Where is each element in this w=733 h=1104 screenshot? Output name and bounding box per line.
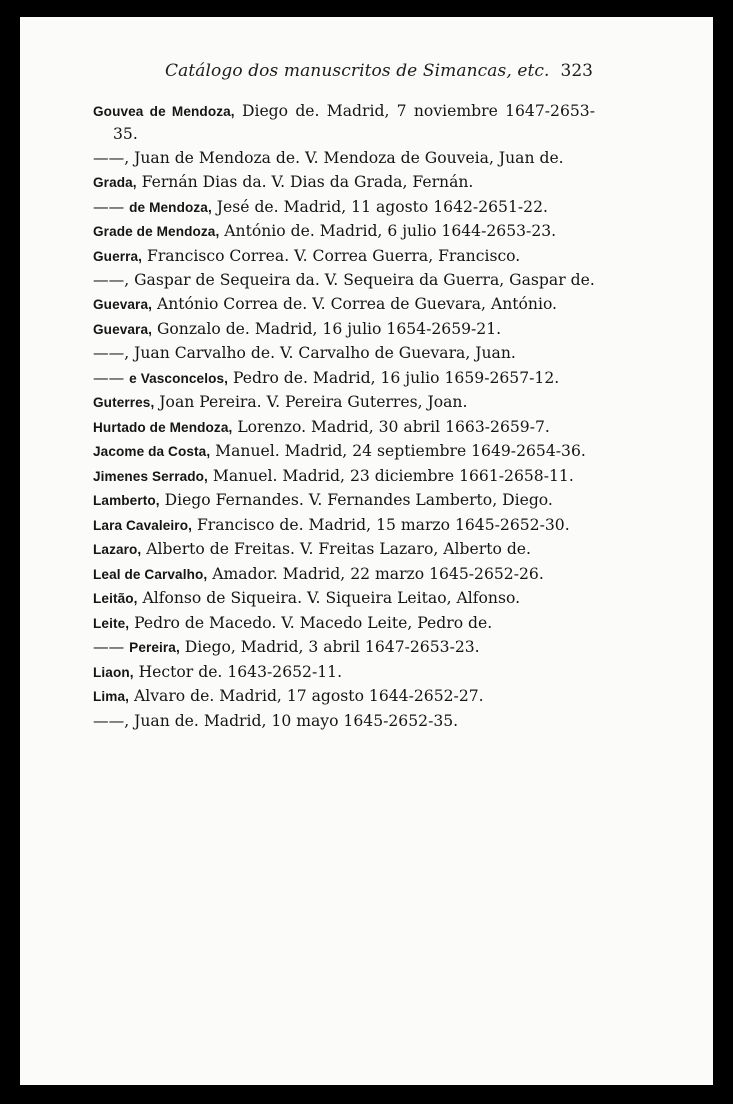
entry-heading: Jacome da Costa, bbox=[93, 444, 211, 460]
catalog-entry bbox=[93, 269, 595, 292]
entry-text: Francisco de. Madrid, 15 marzo 1645-2652-30. bbox=[191, 515, 570, 534]
entry-heading: Leitão, bbox=[93, 591, 138, 607]
entry-dash: —— bbox=[93, 368, 130, 387]
entry-text: Pedro de. Madrid, 16 julio 1659-2657-12. bbox=[228, 368, 560, 387]
entry-heading: Gouvea de Mendoza, bbox=[93, 104, 235, 119]
page-number: 323 bbox=[560, 61, 593, 81]
catalog-entry bbox=[93, 100, 595, 145]
catalog-entry bbox=[93, 220, 595, 243]
header-title: Catálogo dos manuscritos de Simancas, etc. bbox=[165, 61, 550, 81]
entry-text: Diego Fernandes. V. Fernandes Lamberto, Diego. bbox=[159, 491, 553, 510]
entry-heading: de Mendoza, bbox=[129, 199, 212, 215]
entry-heading: Jimenes Serrado, bbox=[93, 468, 208, 484]
entry-heading: Hurtado de Mendoza, bbox=[93, 419, 233, 435]
entry-text: , Juan de Mendoza de. V. Mendoza de Gouveia, Juan de. bbox=[124, 148, 564, 167]
catalog-entry bbox=[93, 196, 595, 219]
entry-heading: Guevara, bbox=[93, 297, 152, 313]
catalog-entry bbox=[93, 440, 595, 463]
entry-text: Alfonso de Siqueira. V. Siqueira Leitao, Alfonso. bbox=[137, 589, 521, 608]
entry-text: , Gaspar de Sequeira da. V. Sequeira da Guerra, Gaspar de. bbox=[124, 271, 595, 289]
entry-text: , Juan de. Madrid, 10 mayo 1645-2652-35. bbox=[124, 711, 459, 730]
catalog-entry bbox=[93, 514, 595, 537]
entry-dash: —— bbox=[93, 148, 125, 167]
catalog-entry bbox=[93, 391, 595, 414]
entry-heading: Lazaro, bbox=[93, 542, 142, 558]
catalog-entry bbox=[93, 538, 595, 561]
catalog-entry bbox=[93, 563, 595, 586]
entry-text: Lorenzo. Madrid, 30 abril 1663-2659-7. bbox=[232, 417, 550, 436]
entry-heading: Leite, bbox=[93, 615, 130, 631]
entry-heading: Pereira, bbox=[129, 640, 180, 656]
entry-heading: e Vasconcelos, bbox=[129, 370, 229, 386]
entry-text: Diego de. Madrid, 7 noviembre 1647-2653-35. bbox=[113, 102, 595, 144]
entry-heading: Guevara, bbox=[93, 321, 152, 337]
catalog-entry bbox=[93, 171, 595, 194]
entry-text: Pedro de Macedo. V. Macedo Leite, Pedro de. bbox=[129, 613, 493, 632]
entry-text: Gonzalo de. Madrid, 16 julio 1654-2659-21. bbox=[152, 319, 502, 338]
entry-dash: —— bbox=[93, 638, 130, 657]
entry-text: António de. Madrid, 6 julio 1644-2653-23. bbox=[219, 222, 557, 241]
entry-dash: —— bbox=[93, 344, 125, 363]
catalog-entry bbox=[93, 318, 595, 341]
page bbox=[20, 17, 713, 1085]
catalog-entry bbox=[93, 710, 595, 733]
entry-text: António Correa de. V. Correa de Guevara, António. bbox=[152, 295, 558, 314]
entry-heading: Liaon, bbox=[93, 664, 134, 680]
entry-text: Manuel. Madrid, 24 septiembre 1649-2654-36. bbox=[210, 442, 586, 461]
catalog-entry bbox=[93, 367, 595, 390]
catalog-entry bbox=[93, 489, 595, 512]
running-header bbox=[165, 61, 595, 91]
entry-text: Francisco Correa. V. Correa Guerra, Francisco. bbox=[142, 246, 521, 265]
entry-heading: Lamberto, bbox=[93, 493, 160, 509]
entry-heading: Guterres, bbox=[93, 395, 155, 411]
entry-text: Alberto de Freitas. V. Freitas Lazaro, Alberto de. bbox=[141, 540, 531, 559]
entry-dash: —— bbox=[93, 711, 125, 730]
catalog-entry bbox=[93, 685, 595, 708]
entry-heading: Lima, bbox=[93, 689, 130, 705]
catalog-entry-list bbox=[93, 100, 595, 734]
entry-heading: Lara Cavaleiro, bbox=[93, 517, 192, 533]
catalog-entry bbox=[93, 636, 595, 659]
catalog-entry bbox=[93, 465, 595, 488]
catalog-entry bbox=[93, 147, 595, 170]
entry-text: Manuel. Madrid, 23 diciembre 1661-2658-11. bbox=[207, 466, 574, 485]
entry-dash: —— bbox=[93, 271, 125, 289]
entry-text: Diego, Madrid, 3 abril 1647-2653-23. bbox=[179, 638, 480, 657]
entry-text: Jesé de. Madrid, 11 agosto 1642-2651-22. bbox=[211, 197, 548, 216]
catalog-entry bbox=[93, 245, 595, 268]
catalog-entry bbox=[93, 661, 595, 684]
entry-heading: Leal de Carvalho, bbox=[93, 566, 208, 582]
entry-heading: Grade de Mendoza, bbox=[93, 224, 220, 240]
entry-text: Amador. Madrid, 22 marzo 1645-2652-26. bbox=[207, 564, 544, 583]
catalog-entry bbox=[93, 587, 595, 610]
entry-dash: —— bbox=[93, 197, 130, 216]
entry-heading: Guerra, bbox=[93, 248, 143, 264]
entry-text: Joan Pereira. V. Pereira Guterres, Joan. bbox=[154, 393, 468, 412]
catalog-entry bbox=[93, 416, 595, 439]
entry-text: Hector de. 1643-2652-11. bbox=[133, 662, 343, 681]
entry-text: Alvaro de. Madrid, 17 agosto 1644-2652-27. bbox=[129, 687, 484, 706]
entry-text: Fernán Dias da. V. Dias da Grada, Fernán. bbox=[136, 173, 474, 192]
catalog-entry bbox=[93, 612, 595, 635]
catalog-entry bbox=[93, 293, 595, 316]
entry-heading: Grada, bbox=[93, 175, 137, 191]
catalog-entry bbox=[93, 342, 595, 365]
entry-text: , Juan Carvalho de. V. Carvalho de Guevara, Juan. bbox=[124, 344, 516, 363]
